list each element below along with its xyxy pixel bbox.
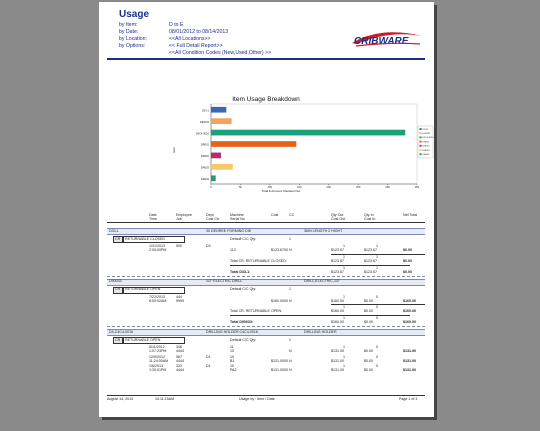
bar-D33-1	[211, 107, 226, 113]
group-separator	[107, 276, 425, 277]
column-header: Date	[149, 213, 157, 217]
row-cost-out: $131.00	[331, 358, 344, 363]
y-tick-label: D33-1	[201, 109, 209, 113]
row-cost-in: $0.00	[364, 349, 373, 353]
row-dept: D1	[206, 354, 211, 359]
x-tick-label: 300	[385, 186, 390, 189]
row-net-total: $160.00	[403, 298, 416, 303]
item-group-band	[107, 329, 425, 336]
row-qty-in: 0	[376, 345, 378, 349]
row-time: 1:30:01PM	[149, 368, 167, 372]
footer-report-name: Usage by : Item / Date	[239, 397, 275, 401]
default-cc-qty: 1	[289, 287, 291, 292]
row-date: 1/31/2013	[149, 244, 165, 248]
column-header: CC	[289, 213, 295, 217]
row-qty-in: 0	[376, 364, 378, 368]
row-cost-in: $0.00	[364, 358, 373, 363]
total-cost-in: $0.00	[364, 320, 373, 324]
row-employee: 567	[176, 354, 182, 359]
column-header: Qty In	[364, 213, 374, 217]
filter-label: by Item:	[119, 22, 138, 28]
subtotal-cost-in: $123.67	[364, 258, 377, 263]
column-header: Machine	[230, 213, 244, 217]
row-cost: $123.6700	[271, 248, 288, 252]
column-header: Cost Out	[331, 217, 346, 221]
row-qty-in: 1	[376, 244, 378, 248]
item-number: D33-1	[109, 228, 119, 233]
subtotal-label: Total CR: RETURNABLE OPEN:	[230, 309, 283, 313]
column-header: Qty Out	[331, 213, 344, 217]
item-group-band	[107, 228, 425, 235]
column-header: Cost In	[364, 217, 376, 221]
subtotal-rule	[331, 254, 425, 255]
column-header: Cost	[271, 213, 279, 217]
default-cc-label: Default C/C Qty:	[230, 287, 257, 292]
usage-chart	[99, 96, 434, 206]
filter-value: D to E	[169, 22, 184, 28]
filter-item	[119, 22, 183, 28]
legend-swatch	[420, 145, 422, 147]
default-cc-label: Default C/C Qty:	[230, 337, 257, 342]
filter-location	[119, 36, 211, 42]
row-cc: N	[289, 248, 292, 252]
item-description: 30 DEGREE FORMING DIE	[206, 228, 252, 233]
row-serial: PA2	[230, 368, 237, 372]
column-header: Employee	[176, 213, 192, 217]
chart-x-tick-labels	[210, 184, 419, 189]
row-qty-out: 1	[343, 294, 345, 299]
report-title: Usage	[119, 9, 150, 20]
legend-swatch	[420, 128, 422, 130]
row-qty-out: 1	[343, 354, 345, 359]
item-description-2: 36IN LENGTH 2 HIGHT	[304, 228, 343, 233]
subtotal-net: $160.00	[403, 309, 416, 313]
row-net-total: $131.00	[403, 349, 416, 353]
row-cost: $131.0000	[271, 368, 288, 372]
legend-swatch	[420, 136, 422, 138]
footer-date: August 14, 2013	[107, 397, 134, 401]
filter-value: <<All Condition Codes (New,Used,Other) >>	[169, 50, 272, 56]
subtotal-qty-in: 0	[376, 305, 378, 309]
total-qty-in: 1	[376, 265, 378, 270]
row-employee: 444	[176, 294, 182, 299]
legend-swatch	[420, 141, 422, 143]
row-date: 1/6/2013	[149, 364, 163, 368]
filter-date	[119, 29, 228, 35]
chart-legend	[418, 126, 434, 158]
status-label: RETURNABLE OPEN	[125, 287, 161, 292]
legend-swatch	[420, 153, 422, 155]
y-tick-label: DR002	[200, 155, 209, 159]
row-job: 9999	[176, 298, 184, 303]
column-header: Time	[149, 217, 157, 221]
bar-DR003	[211, 164, 233, 170]
total-cost-out: $160.00	[331, 320, 344, 324]
row-cost-in: $0.00	[364, 368, 373, 372]
chart-title: Item Usage Breakdown	[232, 96, 300, 103]
filter-label: by Date:	[119, 29, 139, 35]
subtotal-qty-out: 1	[343, 254, 345, 259]
item-number: D90033	[109, 279, 122, 283]
row-cc: N	[289, 358, 292, 363]
footer-page-number: Page 1 of 3	[399, 397, 418, 401]
row-dept: D3	[206, 244, 211, 248]
row-net-total: $131.00	[403, 368, 416, 372]
filter-value: << Full Detail Report>>	[169, 43, 223, 49]
item-number: D4-C4C4-0016	[109, 329, 134, 334]
subtotal-net: $0.00	[403, 258, 412, 263]
row-net-total: $131.00	[403, 358, 416, 363]
item-description-2: DRILL,ELECTRIC,1/2"	[304, 279, 341, 283]
legend-entry: DR003	[422, 149, 430, 152]
x-tick-label: 0	[210, 186, 212, 189]
x-tick-label: 50	[238, 186, 242, 189]
bar-DR004	[211, 175, 216, 181]
row-net-total: $0.00	[403, 248, 412, 252]
column-header: Job	[176, 217, 182, 221]
subtotal-cost-in: $0.00	[364, 309, 373, 313]
logo-text: CRIBWARE	[354, 36, 409, 47]
chart-x-axis-label: Total $ Amount Checked Out	[261, 189, 301, 193]
row-date: 8/11/2012	[149, 345, 165, 349]
filter-options	[119, 43, 223, 49]
column-header: Dept	[206, 213, 214, 217]
column-header: Net Total	[403, 213, 418, 217]
report-page	[99, 2, 434, 417]
row-machine: 10	[230, 364, 234, 368]
condition-code-label: CR	[115, 236, 121, 241]
row-cost-out: $123.67	[331, 248, 344, 252]
row-qty-out: 1	[343, 345, 345, 349]
status-label: RETURNABLE OPEN	[125, 337, 161, 342]
legend-entry: DR004	[422, 154, 430, 156]
subtotal-cost-out: $123.67	[331, 258, 344, 263]
y-tick-label: D4C4-0016	[195, 132, 209, 136]
total-cost-out: $123.67	[331, 269, 344, 274]
subtotal-rule	[331, 304, 425, 305]
row-date: 7/22/2013	[149, 294, 165, 299]
row-employee: 500	[176, 244, 182, 248]
column-header: Cost Ctr	[206, 217, 220, 221]
legend-entry: D4C4-0016	[422, 137, 434, 140]
filter-value: <<All Locations>>	[169, 36, 211, 42]
row-cost-in: $0.00	[364, 298, 373, 303]
chart-y-tick-labels	[196, 108, 210, 181]
default-cc-qty: 1	[289, 236, 291, 241]
item-total-label: Total D33-1:	[230, 269, 251, 274]
row-time: 11:24:00AM	[149, 358, 169, 363]
x-tick-label: 350	[414, 186, 420, 189]
total-rule	[230, 315, 410, 316]
row-cost-out: $160.00	[331, 298, 344, 303]
header-divider	[107, 222, 425, 223]
item-total-label: Total D90033:	[230, 320, 254, 324]
total-rule	[230, 265, 410, 266]
legend-swatch	[420, 132, 422, 134]
subtotal-label: Total CR: RETURNABLE CLOSED:	[230, 258, 287, 263]
y-tick-label: D90033	[199, 120, 209, 124]
row-employee: 333	[176, 364, 182, 368]
row-serial: 10	[230, 349, 234, 353]
row-cc: N	[289, 298, 292, 303]
y-tick-label: DR001	[200, 143, 209, 147]
x-tick-label: 200	[326, 186, 331, 189]
row-time: 8:00:02AM	[149, 298, 167, 303]
x-tick-label: 150	[297, 186, 302, 189]
legend-entry: D33-1	[422, 128, 429, 131]
legend-entry: DR001	[422, 141, 430, 144]
legend-entry: D90033	[422, 133, 431, 135]
row-time: 2:00:00PM	[149, 248, 167, 252]
row-time: 1:07:23PM	[149, 349, 167, 353]
filter-label: by Location:	[119, 36, 147, 42]
default-cc-qty: 1	[289, 337, 291, 342]
item-group-band	[107, 279, 425, 286]
chart-bars	[211, 107, 405, 181]
filter-condition	[119, 50, 271, 56]
row-serial: 113	[230, 248, 236, 252]
row-cc: N	[289, 349, 292, 353]
row-cost: $160.0000	[271, 298, 288, 303]
report-header	[107, 8, 425, 60]
cribware-logo	[350, 30, 424, 50]
chart-y-axis-label: Item	[172, 147, 176, 153]
total-qty-out: 1	[343, 265, 345, 270]
row-serial: B1	[230, 358, 235, 363]
y-tick-label: DR003	[200, 166, 209, 170]
legend-swatch	[420, 149, 422, 151]
row-qty-out: 1	[343, 244, 345, 248]
x-tick-label: 100	[267, 186, 273, 189]
row-job: 4444	[176, 368, 184, 372]
subtotal-qty-out: 1	[343, 305, 345, 309]
y-tick-label: DR004	[200, 178, 209, 181]
row-cost-out: $131.00	[331, 368, 344, 372]
row-qty-in: 0	[376, 354, 378, 359]
row-machine: 10	[230, 354, 234, 359]
row-cost: $131.0000	[271, 358, 288, 363]
row-employee: 348	[176, 345, 182, 349]
row-cost-out: $131.00	[331, 349, 344, 353]
footer-rule	[107, 395, 425, 396]
row-date: 12/9/2012	[149, 354, 165, 359]
status-label: RETURNABLE CLOSED	[125, 236, 165, 241]
bar-D90033	[211, 118, 232, 124]
row-qty-out: 1	[343, 364, 345, 368]
item-description: DRILLING HOLDER C4C4-0016	[206, 329, 258, 334]
total-net: $160.00	[403, 320, 416, 324]
row-cc: N	[289, 368, 292, 372]
row-job: 4444	[176, 349, 184, 353]
condition-code-label: CR	[115, 287, 121, 292]
subtotal-qty-in: 1	[376, 254, 378, 259]
legend-entry: DR002	[422, 145, 430, 148]
bar-DR001	[211, 141, 296, 147]
row-cost-in: $123.67	[364, 248, 377, 252]
bar-DR002	[211, 153, 221, 159]
default-cc-label: Default C/C Qty:	[230, 236, 257, 241]
group-separator	[107, 326, 425, 327]
item-description-2: DRILLING HOLDER	[304, 329, 337, 334]
subtotal-cost-out: $160.00	[331, 309, 344, 313]
x-tick-label: 250	[355, 186, 361, 189]
filter-label: by Options:	[119, 43, 146, 49]
total-net: $0.00	[403, 269, 412, 274]
row-machine: 11	[230, 345, 234, 349]
row-job: 4444	[176, 358, 184, 363]
item-description: 1/2" ELECTRIC DRILL	[206, 279, 243, 283]
total-qty-in: 0	[376, 316, 378, 320]
row-qty-in: 0	[376, 294, 378, 299]
footer-time: 10:11:15AM	[155, 397, 175, 401]
column-header: Serial No	[230, 217, 245, 221]
row-dept: D1	[206, 364, 211, 368]
bar-D4C4-0016	[211, 130, 405, 136]
total-qty-out: 1	[343, 316, 345, 320]
total-cost-in: $123.67	[364, 269, 377, 274]
filter-value: 08/01/2012 to 08/14/2013	[169, 29, 229, 35]
condition-code-label: CR	[115, 337, 121, 342]
